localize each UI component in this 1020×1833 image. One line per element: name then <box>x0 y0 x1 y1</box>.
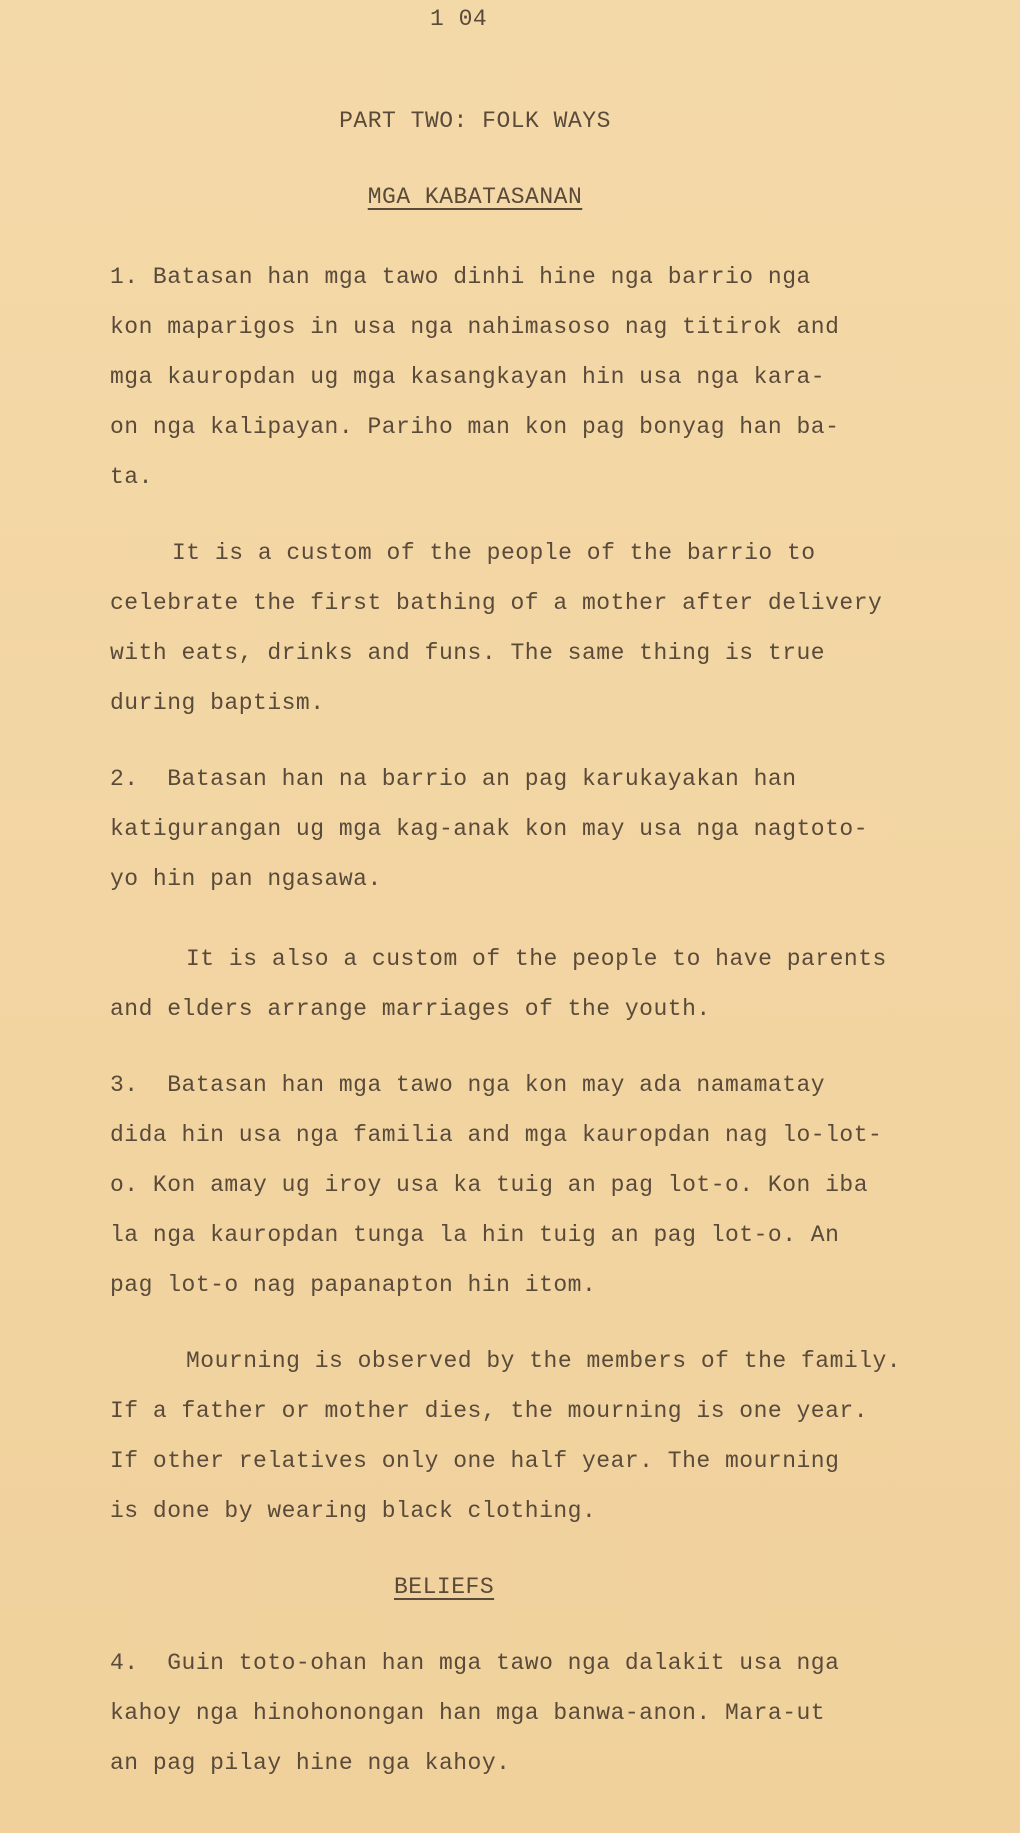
paragraph-1-line-3: mga kauropdan ug mga kasangkayan hin usa nga kara- <box>110 364 826 390</box>
paragraph-5-line-1: 3. Batasan han mga tawo nga kon may ada namamatay <box>110 1072 826 1098</box>
paragraph-5-line-3: o. Kon amay ug iroy usa ka tuig an pag lot-o. Kon iba <box>110 1172 869 1198</box>
paragraph-3-line-2: katigurangan ug mga kag-anak kon may usa nga nagtoto- <box>110 816 869 842</box>
paragraph-2-line-2: celebrate the first bathing of a mother after delivery <box>110 590 883 616</box>
paragraph-7-line-3: an pag pilay hine nga kahoy. <box>110 1750 511 1776</box>
paragraph-4-line-2: and elders arrange marriages of the youth. <box>110 996 711 1022</box>
paragraph-5-line-2: dida hin usa nga familia and mga kauropdan nag lo-lot- <box>110 1122 883 1148</box>
paragraph-6-line-4: is done by wearing black clothing. <box>110 1498 597 1524</box>
paragraph-1-line-2: kon maparigos in usa nga nahimasoso nag titirok and <box>110 314 840 340</box>
beliefs-title: BELIEFS <box>394 1574 495 1600</box>
paragraph-6-line-3: If other relatives only one half year. The mourning <box>110 1448 840 1474</box>
part-title: PART TWO: FOLK WAYS <box>339 108 611 134</box>
page-number: 1 04 <box>430 6 488 32</box>
paragraph-4-line-1: It is also a custom of the people to have parents <box>186 946 887 972</box>
paragraph-2-line-1: It is a custom of the people of the barrio to <box>172 540 816 566</box>
paragraph-7-line-1: 4. Guin toto-ohan han mga tawo nga dalakit usa nga <box>110 1650 840 1676</box>
paragraph-1-line-5: ta. <box>110 464 153 490</box>
section-title: MGA KABATASANAN <box>367 184 583 210</box>
paragraph-3-line-1: 2. Batasan han na barrio an pag karukayakan han <box>110 766 797 792</box>
paragraph-5-line-5: pag lot-o nag papanapton hin itom. <box>110 1272 597 1298</box>
paragraph-5-line-4: la nga kauropdan tunga la hin tuig an pag lot-o. An <box>110 1222 840 1248</box>
paragraph-7-line-2: kahoy nga hinohonongan han mga banwa-anon. Mara-ut <box>110 1700 826 1726</box>
paragraph-1-line-4: on nga kalipayan. Pariho man kon pag bonyag han ba- <box>110 414 840 440</box>
paragraph-6-line-1: Mourning is observed by the members of the family. <box>186 1348 902 1374</box>
paragraph-2-line-3: with eats, drinks and funs. The same thing is true <box>110 640 826 666</box>
paragraph-6-line-2: If a father or mother dies, the mourning is one year. <box>110 1398 869 1424</box>
paragraph-1-line-1: 1. Batasan han mga tawo dinhi hine nga barrio nga <box>110 264 811 290</box>
paragraph-2-line-4: during baptism. <box>110 690 325 716</box>
paragraph-3-line-3: yo hin pan ngasawa. <box>110 866 382 892</box>
